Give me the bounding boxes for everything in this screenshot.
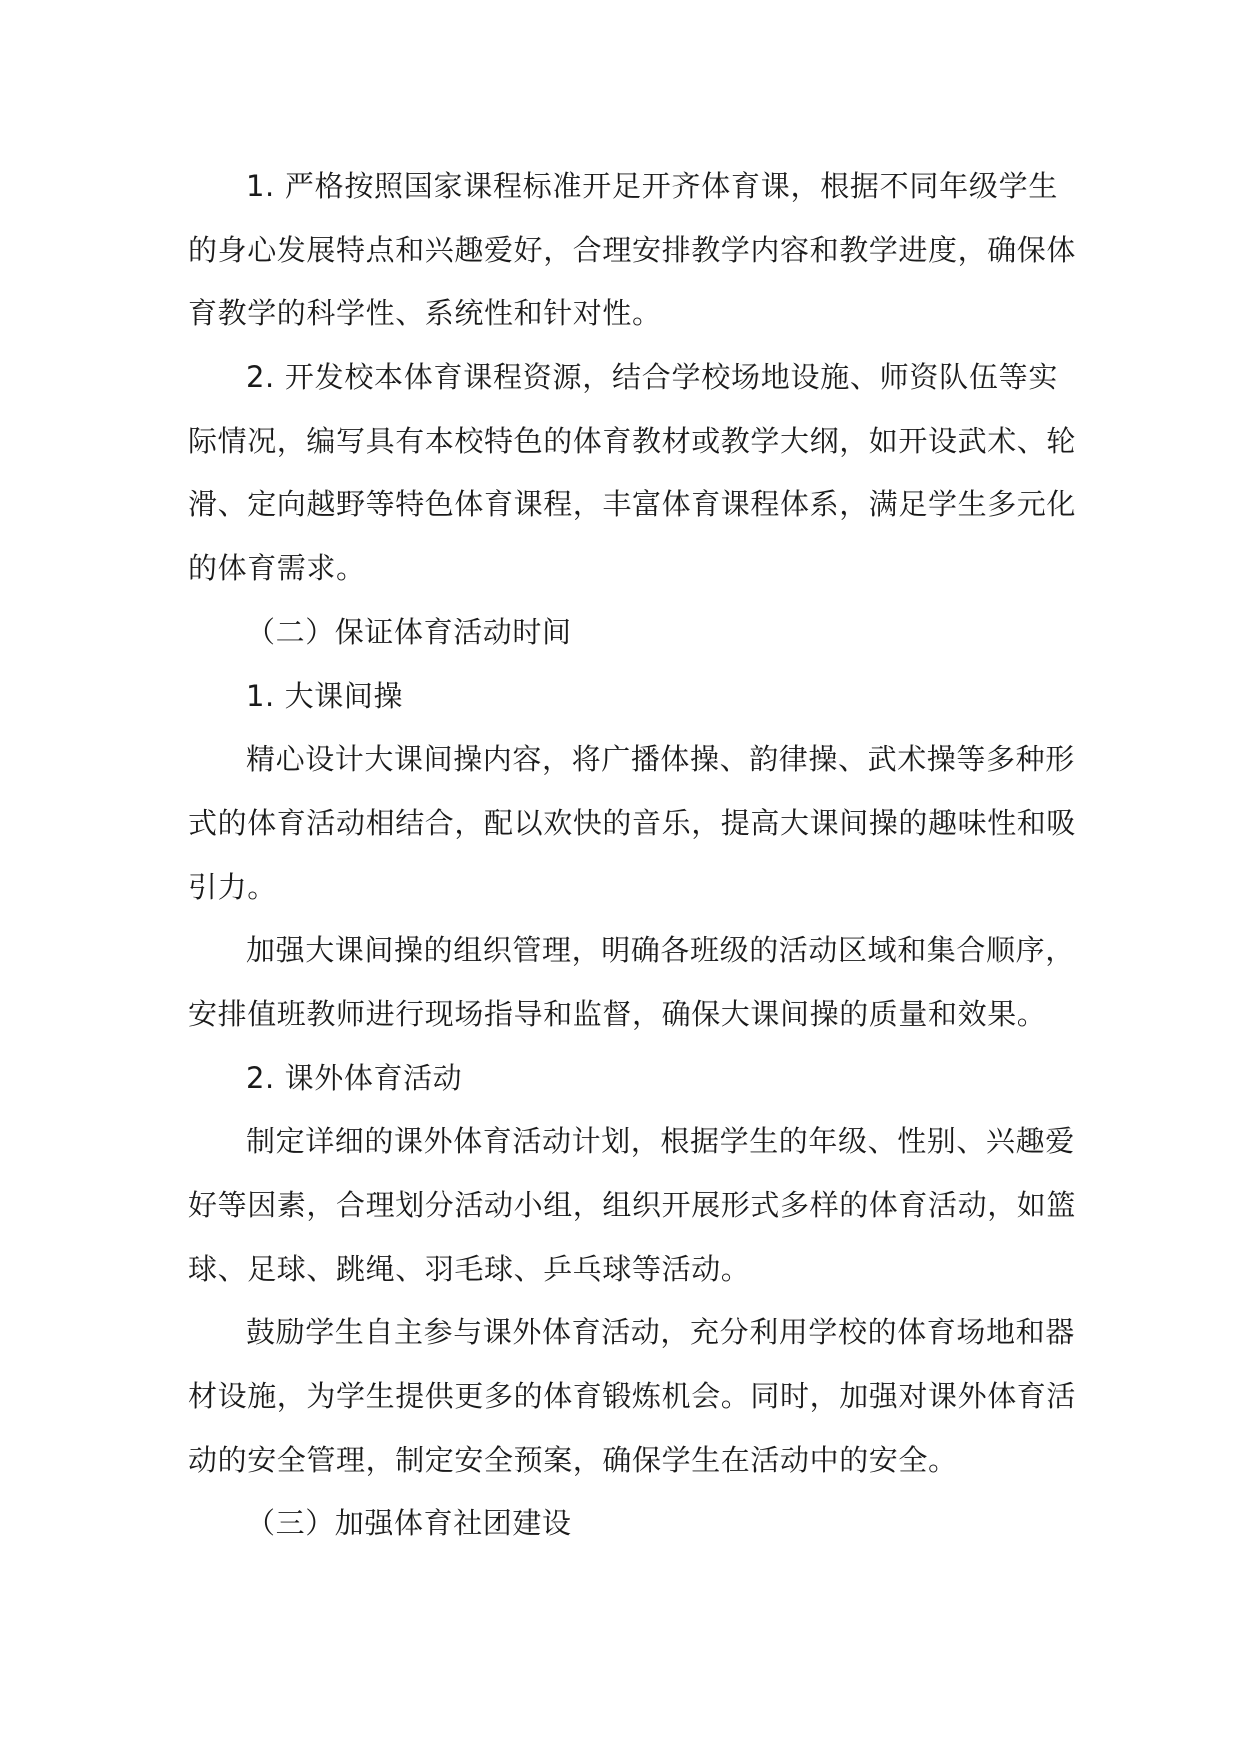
section-heading: （二）保证体育活动时间 xyxy=(246,614,572,649)
paragraph-line: 2. 开发校本体育课程资源，结合学校场地设施、师资队伍等实 xyxy=(246,360,1058,395)
paragraph-line: 育教学的科学性、系统性和针对性。 xyxy=(188,296,662,331)
section-heading: （三）加强体育社团建设 xyxy=(246,1506,572,1541)
paragraph-line: 安排值班教师进行现场指导和监督，确保大课间操的质量和效果。 xyxy=(188,996,1047,1031)
paragraph-line: 引力。 xyxy=(188,869,277,904)
paragraph-line: 好等因素，合理划分活动小组，组织开展形式多样的体育活动，如篮 xyxy=(188,1188,1077,1222)
paragraph-line: 材设施，为学生提供更多的体育锻炼机会。同时，加强对课外体育活 xyxy=(188,1379,1077,1414)
paragraph-line: 际情况，编写具有本校特色的体育教材或教学大纲，如开设武术、轮 xyxy=(188,423,1077,458)
subsection-heading: 2. 课外体育活动 xyxy=(246,1060,463,1095)
paragraph-line: 滑、定向越野等特色体育课程，丰富体育课程体系，满足学生多元化 xyxy=(188,487,1077,522)
paragraph-line: 1. 严格按照国家课程标准开足开齐体育课，根据不同年级学生 xyxy=(246,169,1058,203)
paragraph-line: 球、足球、跳绳、羽毛球、乒乓球等活动。 xyxy=(188,1251,751,1286)
paragraph-line: 式的体育活动相结合，配以欢快的音乐，提高大课间操的趣味性和吸 xyxy=(188,805,1077,840)
paragraph-line: 鼓励学生自主参与课外体育活动，充分利用学校的体育场地和器 xyxy=(246,1315,1075,1350)
paragraph-line: 加强大课间操的组织管理，明确各班级的活动区域和集合顺序， xyxy=(246,933,1075,968)
paragraph-line: 的体育需求。 xyxy=(188,551,366,586)
paragraph-line: 精心设计大课间操内容，将广播体操、韵律操、武术操等多种形 xyxy=(246,742,1075,777)
paragraph-line: 的身心发展特点和兴趣爱好，合理安排教学内容和教学进度，确保体 xyxy=(188,232,1077,267)
paragraph-line: 动的安全管理，制定安全预案，确保学生在活动中的安全。 xyxy=(188,1442,958,1477)
subsection-heading: 1. 大课间操 xyxy=(246,678,404,713)
document-body xyxy=(188,155,1077,1556)
paragraph-line: 制定详细的课外体育活动计划，根据学生的年级、性别、兴趣爱 xyxy=(246,1124,1075,1159)
